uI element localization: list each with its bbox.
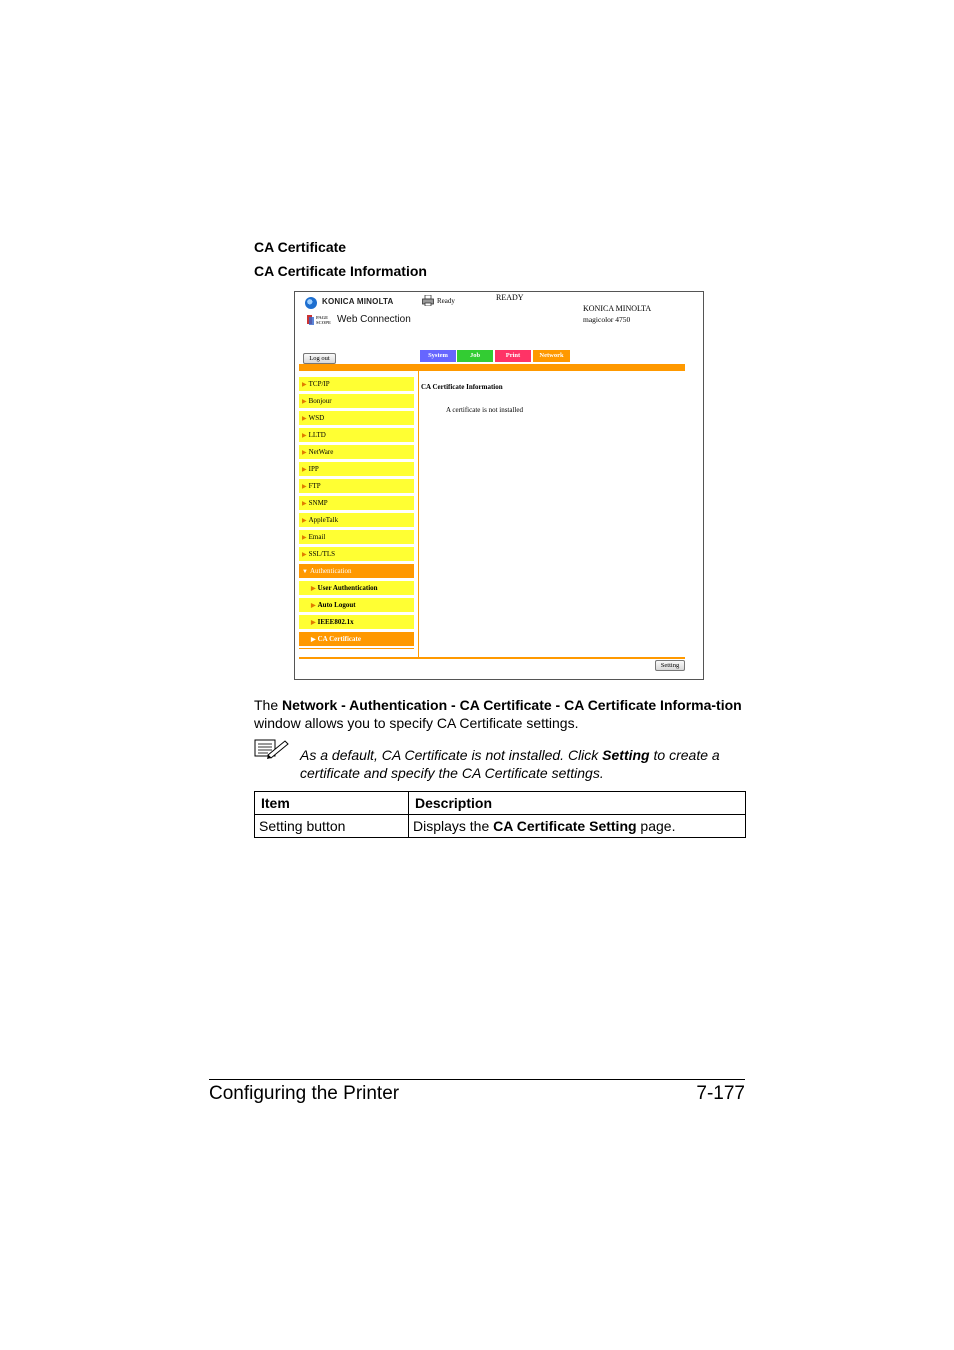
content-title: CA Certificate Information bbox=[421, 383, 503, 391]
note-text bbox=[300, 746, 746, 782]
sidebar-item-label: SNMP bbox=[308, 499, 328, 507]
table-row bbox=[255, 815, 746, 838]
page-number: 7-177 bbox=[696, 1083, 745, 1104]
sidebar-item-label: AppleTalk bbox=[308, 516, 339, 524]
pagescope-logo-icon bbox=[307, 314, 335, 326]
sidebar-item[interactable] bbox=[299, 547, 414, 561]
expand-arrow-icon: ▼ bbox=[302, 569, 308, 575]
note-text-end: to create a certificate and specify the CA Certificate settings. bbox=[300, 747, 720, 781]
sidebar-item-label: Bonjour bbox=[308, 397, 332, 405]
sidebar-item[interactable] bbox=[299, 462, 414, 476]
arrow-icon: ▶ bbox=[302, 433, 307, 439]
tab-job[interactable]: Job bbox=[457, 350, 493, 362]
content-message: A certificate is not installed bbox=[446, 406, 523, 414]
printer-icon bbox=[422, 295, 434, 306]
svg-text:PAGE: PAGE bbox=[316, 315, 329, 320]
table-header-row bbox=[255, 792, 746, 815]
item-description-table bbox=[254, 791, 746, 838]
arrow-icon: ▶ bbox=[302, 416, 307, 422]
footer-rule bbox=[209, 1079, 745, 1080]
sidebar-item-label: TCP/IP bbox=[308, 380, 330, 388]
sidebar-item[interactable] bbox=[299, 445, 414, 459]
web-connection-screenshot bbox=[294, 291, 704, 680]
footer-title: Configuring the Printer bbox=[209, 1083, 400, 1104]
section-heading: CA Certificate bbox=[254, 239, 347, 255]
sidebar-item-label: Authentication bbox=[309, 567, 352, 575]
note-pencil-icon bbox=[254, 738, 290, 760]
model-maker: KONICA MINOLTA bbox=[583, 304, 652, 313]
note-text-start: As a default, CA Certificate is not installed. Click bbox=[300, 747, 603, 763]
desc-pre: Displays the bbox=[413, 818, 494, 834]
sidebar-item-label: FTP bbox=[308, 482, 321, 490]
logout-button[interactable]: Log out bbox=[303, 353, 336, 364]
sidebar-item-label: WSD bbox=[308, 414, 325, 422]
paragraph-text: The bbox=[254, 697, 283, 713]
sidebar-end-line bbox=[299, 648, 414, 649]
arrow-icon: ▶ bbox=[311, 637, 316, 643]
brand-name: KONICA MINOLTA bbox=[322, 297, 394, 306]
section-subheading: CA Certificate Information bbox=[254, 263, 427, 279]
sidebar-item-label: IEEE802.1x bbox=[317, 618, 354, 626]
tab-network[interactable]: Network bbox=[533, 350, 570, 362]
menu-path: Network - Authentication - CA Certificate - CA Certificate Informa-tion bbox=[282, 697, 742, 713]
model-name: magicolor 4750 bbox=[583, 315, 631, 324]
sidebar-item-label: CA Certificate bbox=[317, 635, 361, 643]
sidebar-item[interactable] bbox=[299, 428, 414, 442]
arrow-icon: ▶ bbox=[311, 620, 316, 626]
table-cell-description bbox=[409, 815, 746, 838]
sidebar-item-label: Auto Logout bbox=[317, 601, 356, 609]
table-cell-item: Setting button bbox=[255, 815, 409, 838]
arrow-icon: ▶ bbox=[311, 586, 316, 592]
sidebar-item-label: LLTD bbox=[308, 431, 326, 439]
desc-bold: CA Certificate Setting bbox=[493, 818, 637, 834]
product-name: Web Connection bbox=[337, 314, 411, 325]
sidebar-item[interactable] bbox=[299, 496, 414, 510]
sidebar-item[interactable] bbox=[299, 564, 414, 578]
sidebar-item-label: User Authentication bbox=[317, 584, 378, 592]
sidebar-item[interactable] bbox=[299, 632, 414, 646]
sidebar-item-label: Email bbox=[308, 533, 326, 541]
tab-system[interactable]: System bbox=[420, 350, 456, 362]
sidebar-item[interactable] bbox=[299, 530, 414, 544]
arrow-icon: ▶ bbox=[302, 382, 307, 388]
setting-button[interactable]: Setting bbox=[655, 660, 685, 671]
sidebar-item[interactable] bbox=[299, 513, 414, 527]
sidebar-item[interactable] bbox=[299, 598, 414, 612]
table-header-item: Item bbox=[255, 792, 409, 815]
sidebar-item-label: IPP bbox=[308, 465, 319, 473]
arrow-icon: ▶ bbox=[302, 450, 307, 456]
note-setting: Setting bbox=[602, 747, 650, 763]
arrow-icon: ▶ bbox=[302, 518, 307, 524]
status-text: Ready bbox=[437, 297, 455, 305]
desc-post: page. bbox=[636, 818, 676, 834]
header-bar bbox=[299, 364, 685, 371]
arrow-icon: ▶ bbox=[311, 603, 316, 609]
table-header-description: Description bbox=[409, 792, 746, 815]
sidebar-item[interactable] bbox=[299, 581, 414, 595]
description-paragraph bbox=[254, 696, 746, 732]
tab-print[interactable]: Print bbox=[495, 350, 531, 362]
footer-bar bbox=[299, 657, 685, 659]
sidebar-item[interactable] bbox=[299, 394, 414, 408]
svg-text:SCOPE: SCOPE bbox=[316, 320, 332, 325]
sidebar-item[interactable] bbox=[299, 479, 414, 493]
sidebar-item[interactable] bbox=[299, 615, 414, 629]
paragraph-text-end: window allows you to specify CA Certificate settings. bbox=[254, 715, 579, 731]
konica-minolta-logo-icon bbox=[305, 297, 317, 309]
status-display: READY bbox=[496, 293, 524, 302]
sidebar-item[interactable] bbox=[299, 377, 414, 391]
arrow-icon: ▶ bbox=[302, 535, 307, 541]
arrow-icon: ▶ bbox=[302, 552, 307, 558]
sidebar-item-label: SSL/TLS bbox=[308, 550, 336, 558]
arrow-icon: ▶ bbox=[302, 467, 307, 473]
arrow-icon: ▶ bbox=[302, 501, 307, 507]
sidebar-item[interactable] bbox=[299, 411, 414, 425]
arrow-icon: ▶ bbox=[302, 484, 307, 490]
sidebar-divider bbox=[418, 371, 419, 657]
arrow-icon: ▶ bbox=[302, 399, 307, 405]
sidebar-item-label: NetWare bbox=[308, 448, 334, 456]
